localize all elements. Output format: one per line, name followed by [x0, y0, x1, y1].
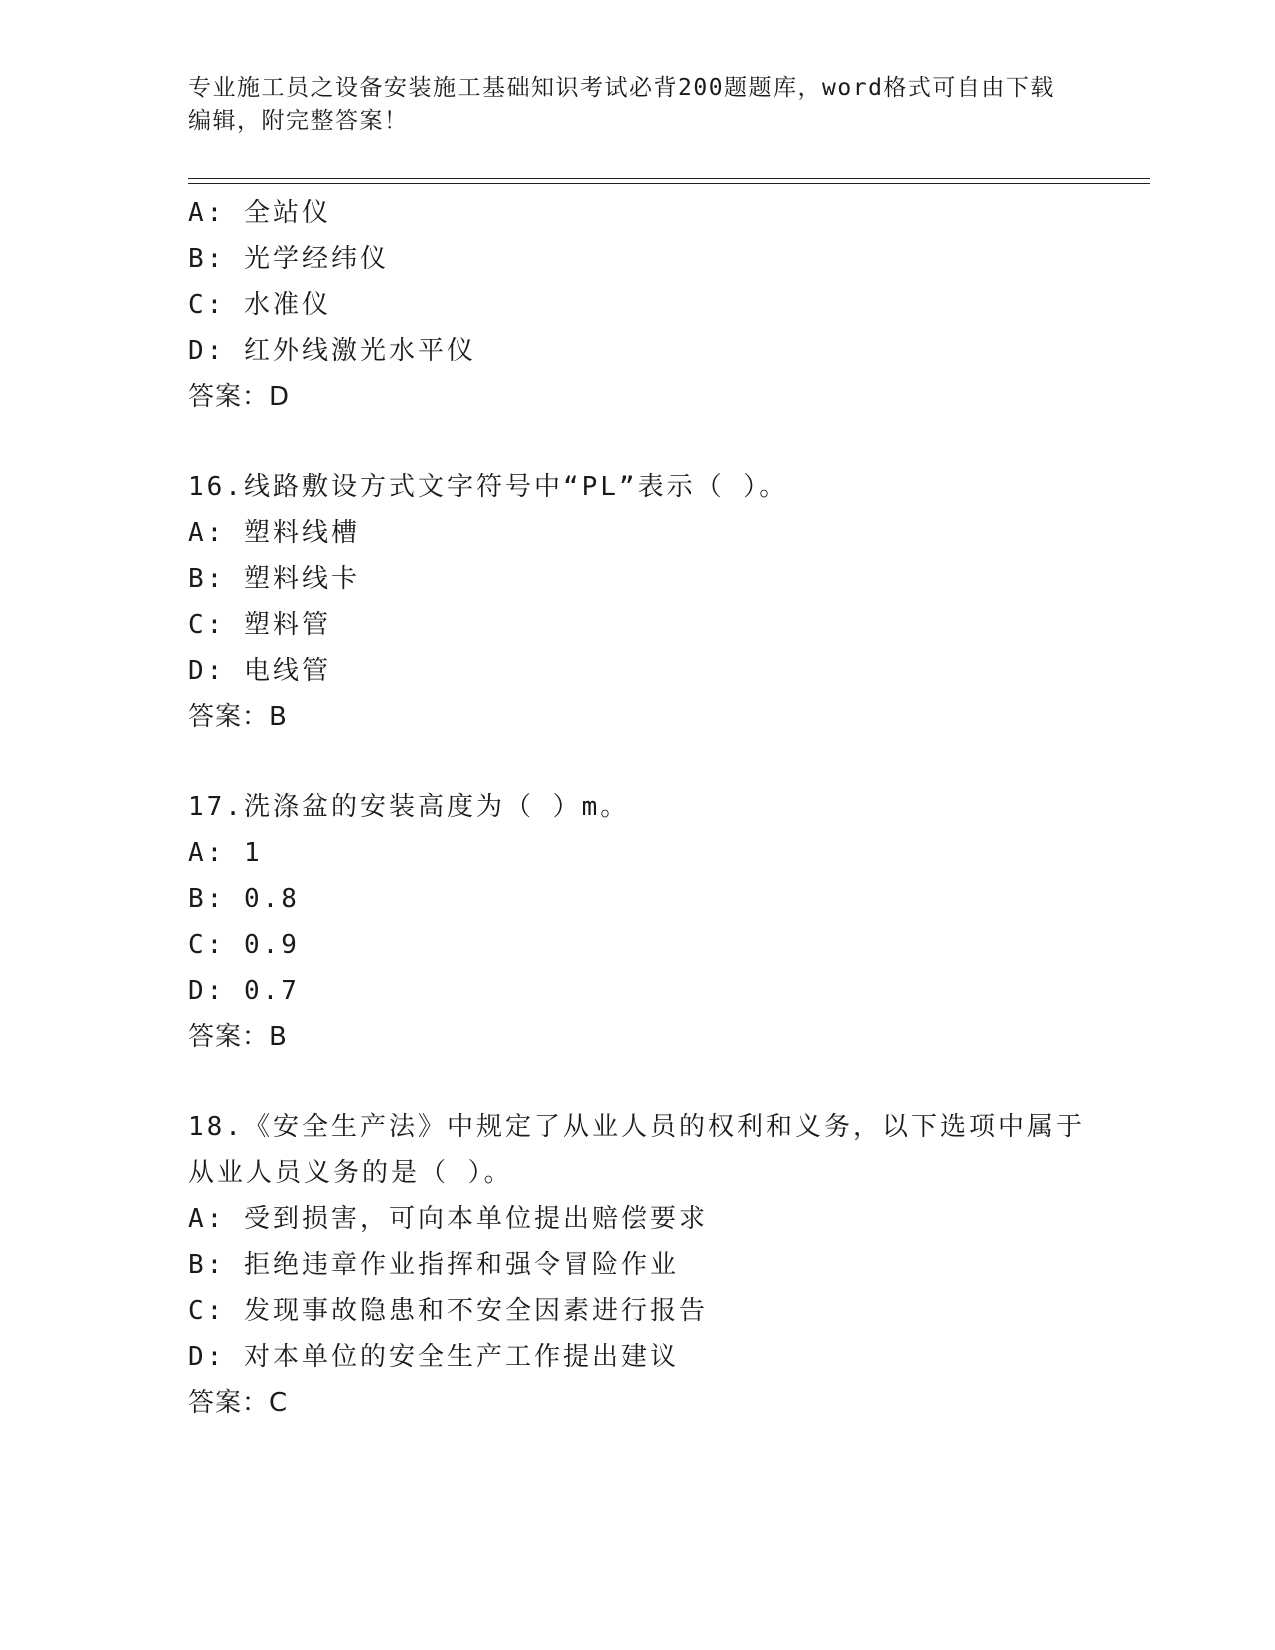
option-c: C: 0.9: [188, 930, 300, 960]
option-d: D: 对本单位的安全生产工作提出建议: [188, 1342, 679, 1372]
answer-line: 答案：B: [188, 702, 288, 732]
option-d: D: 红外线激光水平仪: [188, 336, 476, 366]
option-c: C: 发现事故隐患和不安全因素进行报告: [188, 1296, 708, 1326]
question-text: 16.线路敷设方式文字符号中“PL”表示（ ）。: [188, 472, 789, 502]
option-b: B: 拒绝违章作业指挥和强令冒险作业: [188, 1250, 679, 1280]
answer-line: 答案：B: [188, 1022, 288, 1052]
answer-line: 答案：D: [188, 382, 291, 412]
question-16: [188, 464, 1088, 740]
question-17: [188, 784, 1088, 1060]
question-content: [188, 190, 1088, 1426]
option-d: D: 0.7: [188, 976, 300, 1006]
document-header: 专业施工员之设备安装施工基础知识考试必背200题题库，word格式可自由下载编辑，附完整答案！: [188, 75, 1055, 134]
question-text: 17.洗涤盆的安装高度为（ ）m。: [188, 792, 630, 822]
header-divider-bottom: [188, 183, 1150, 184]
question-18: [188, 1104, 1088, 1426]
header-divider-top: [188, 178, 1150, 179]
option-b: B: 塑料线卡: [188, 564, 360, 594]
option-d: D: 电线管: [188, 656, 331, 686]
answer-line: 答案：C: [188, 1388, 289, 1418]
option-a: A: 1: [188, 838, 263, 868]
option-c: C: 水准仪: [188, 290, 331, 320]
question-15: [188, 190, 1088, 420]
option-a: A: 受到损害，可向本单位提出赔偿要求: [188, 1204, 708, 1234]
option-a: A: 全站仪: [188, 198, 331, 228]
option-b: B: 光学经纬仪: [188, 244, 389, 274]
option-c: C: 塑料管: [188, 610, 331, 640]
option-b: B: 0.8: [188, 884, 300, 914]
question-text: 18.《安全生产法》中规定了从业人员的权利和义务，以下选项中属于从业人员义务的是（ ）。: [188, 1112, 1085, 1188]
option-a: A: 塑料线槽: [188, 518, 360, 548]
